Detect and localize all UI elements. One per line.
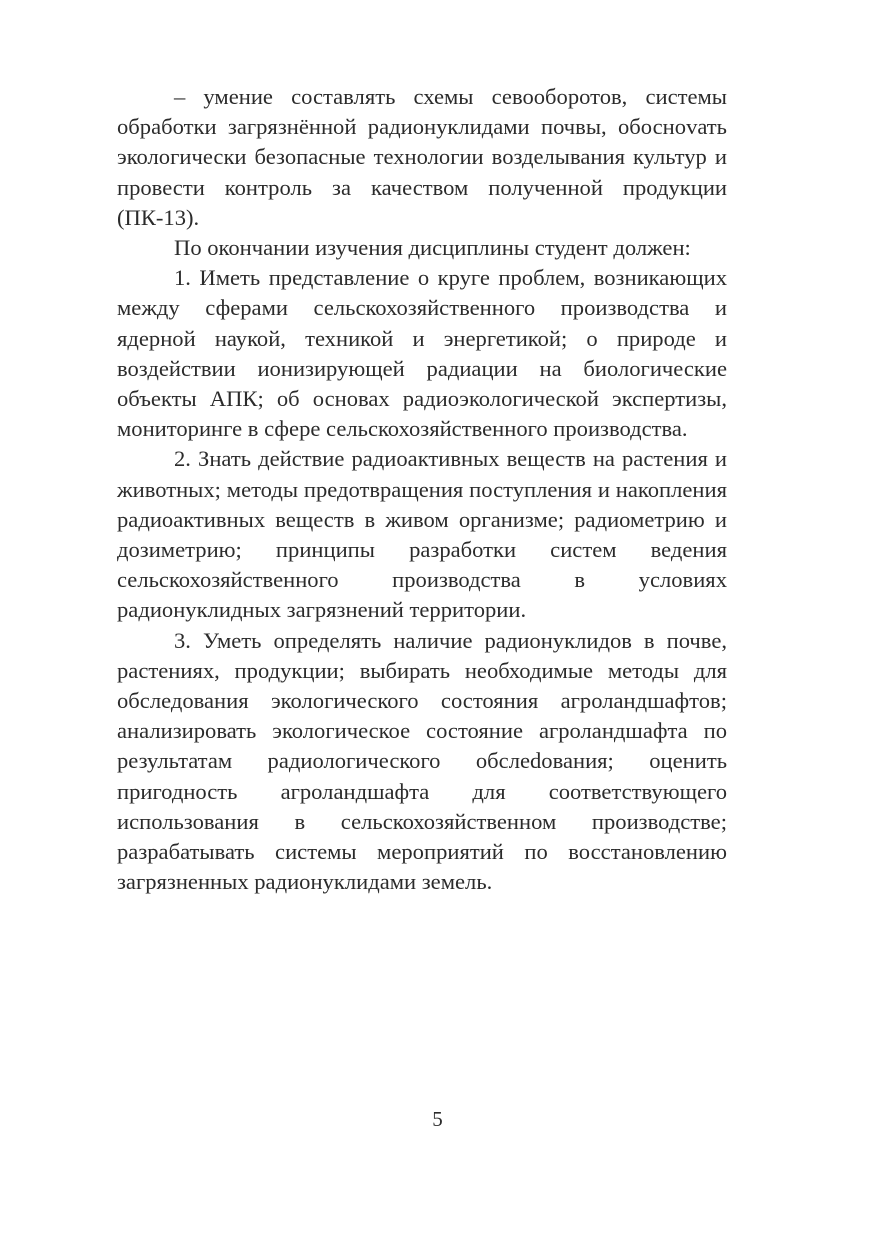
paragraph-requirement-1: 1. Иметь представление о круге проблем, возникающих между сферами сельскохозяйственного производства и ядерной наукой, техникой и энергетикой; о природе и воздействии ионизирующей радиации на биологические объекты АПК; об основах радиоэкологической экспертизы, мониторинге в сфере сельскохозяйственного производства.	[117, 265, 727, 442]
paragraph-competency-pk13: – умение составлять схемы севооборотов, системы обработки загрязнённой радионуклидами почвы, обосноvать экологически безопасные технологии возделывания культур и провести контроль за качеством полученной продукции (ПК-13).	[117, 84, 727, 230]
paragraph-requirement-2: 2. Знать действие радиоактивных веществ на растения и животных; методы предотвращения поступления и накопления радиоактивных веществ в живом организме; радиометрию и дозиметрию; принципы разработки систем ведения сельскохозяйственного производства в условиях радионуклидных загрязнений территории.	[117, 446, 727, 623]
page-number: 5	[432, 1107, 443, 1131]
paragraph-intro-requirements: По окончании изучения дисциплины студент должен:	[174, 235, 691, 261]
paragraph-requirement-3: 3. Уметь определять наличие радионуклидов в почве, растениях, продукции; выбирать необходимые методы для обследования экологического состояния агроландшафтов; анализировать экологическое состояние агроландшафта по результатам радиологического обслеdования; оценить пригодность агроландшафта для соответствующего использования в сельскохозяйственном производстве; разрабатывать системы мероприятий по восстановлению загрязненных радионуклидами земель.	[117, 627, 727, 895]
page-body	[117, 82, 727, 897]
